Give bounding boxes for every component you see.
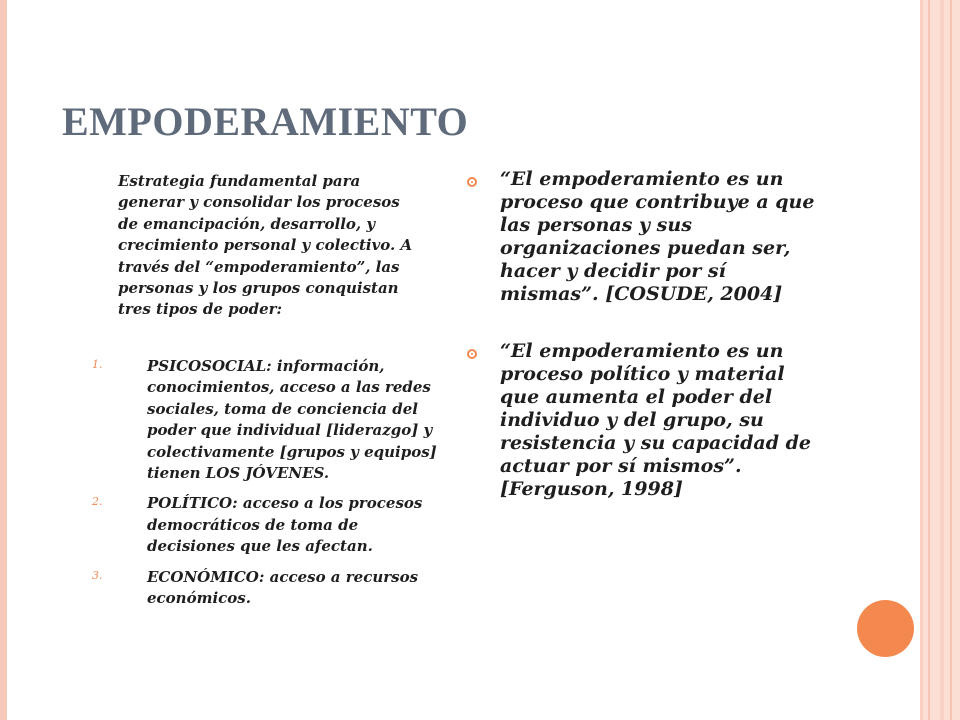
quote-cosude	[467, 168, 827, 306]
slide-title: EMPODERAMIENTO	[62, 99, 469, 144]
quotes-column	[467, 168, 827, 535]
quote-ferguson	[467, 340, 827, 501]
decorative-stripe	[950, 0, 952, 720]
circle-bullet-icon	[467, 177, 477, 187]
circle-bullet-icon	[467, 349, 477, 359]
list-item-politico	[92, 493, 437, 557]
decorative-stripe	[928, 0, 930, 720]
decorative-stripe	[920, 0, 923, 720]
list-item-text: PSICOSOCIAL: información, conocimientos, acceso a las redes sociales, toma de conciencia del poder que individual [liderazgo] y colectivamente [grupos y equipos] tienen LOS JÓVENES.	[147, 357, 437, 483]
list-number: 1.	[92, 358, 103, 371]
list-item-psicosocial	[92, 356, 437, 484]
decorative-circle	[857, 600, 914, 657]
list-item-economico	[92, 567, 437, 610]
list-number: 3.	[92, 568, 103, 582]
power-types-list	[92, 356, 437, 618]
quote-text: “El empoderamiento es un proceso que contribuye a que las personas y sus organizaciones puedan ser, hacer y decidir por sí mismas”. [COSUDE, 2004]	[500, 168, 815, 305]
quote-text: “El empoderamiento es un proceso político y material que aumenta el poder del individuo y del grupo, su resistencia y su capacidad de actuar por sí mismos”. [Ferguson, 1998]	[500, 340, 812, 500]
list-number: 2.	[92, 495, 103, 509]
slide-frame-left	[0, 0, 7, 720]
intro-text: Estrategia fundamental para generar y consolidar los procesos de emancipación, desarrollo, y crecimiento personal y colectivo. A través del “empoderamiento”, las personas y los grupos conquistan tres tipos de poder:	[118, 172, 413, 319]
list-item-text: POLÍTICO: acceso a los procesos democráticos de toma de decisiones que les afectan.	[147, 494, 423, 556]
decorative-stripe	[940, 0, 944, 720]
list-item-text: ECONÓMICO: acceso a recursos económicos.	[147, 567, 419, 608]
